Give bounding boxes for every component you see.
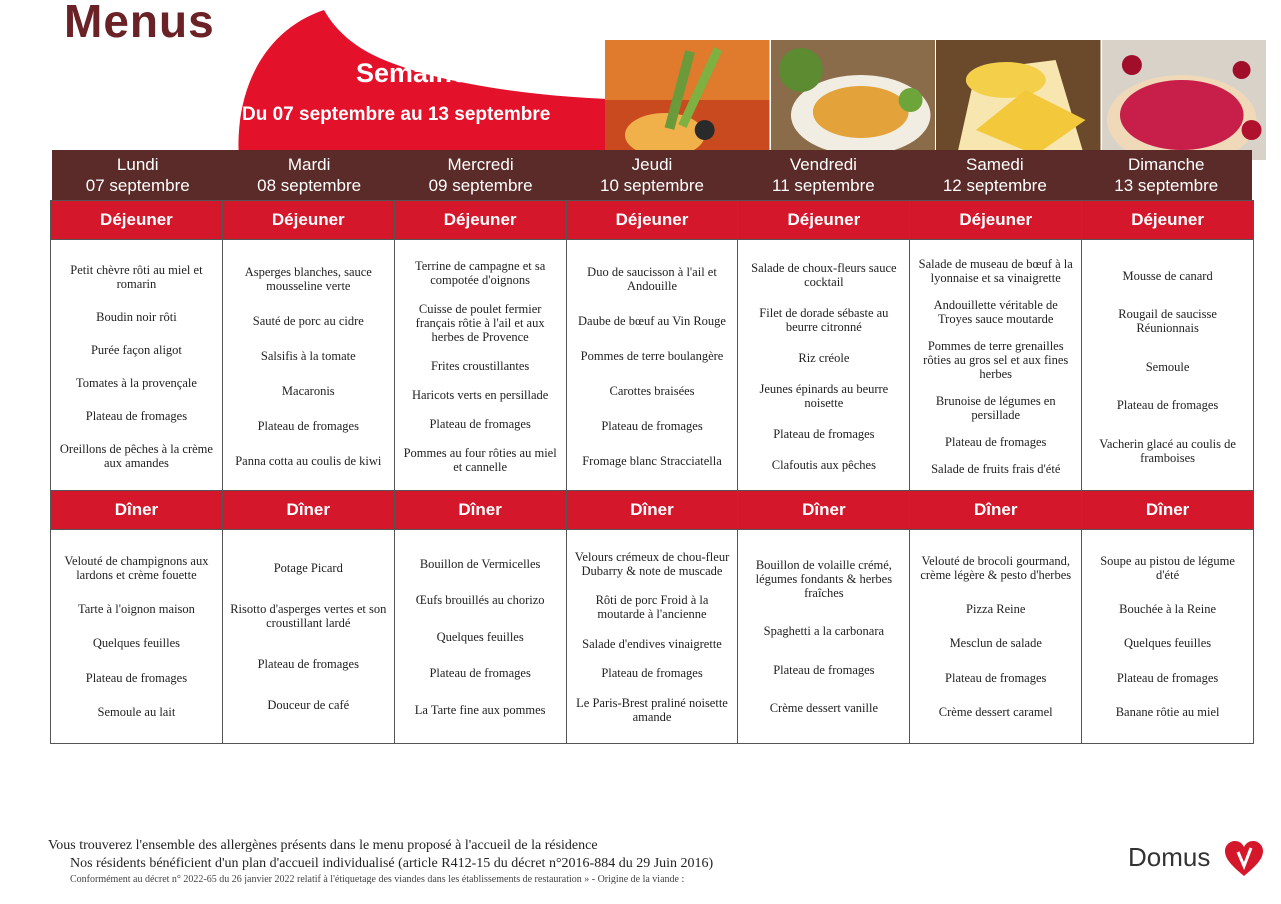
diner-column-0 xyxy=(51,491,223,743)
menu-dish: Quelques feuilles xyxy=(1124,636,1212,651)
heart-logo-icon xyxy=(1224,840,1264,878)
menu-dish: Soupe au pistou de légume d'été xyxy=(1100,554,1235,583)
menu-dish: Bouillon de Vermicelles xyxy=(419,556,541,571)
asparagus-appetizer-photo xyxy=(605,40,771,160)
menu-dish: Semoule xyxy=(1145,359,1190,374)
menu-dish: Douceur de café xyxy=(267,698,350,712)
diner-dish-list xyxy=(51,530,222,743)
day-header-samedi: Samedi 12 septembre xyxy=(942,155,1047,195)
dinner-menu-grid xyxy=(50,490,1254,744)
dejeuner-heading: Déjeuner xyxy=(738,201,909,240)
menu-dish: Tomates à la provençale xyxy=(75,376,197,390)
menu-dish: Terrine de campagne et sa compotée d'oignons xyxy=(414,259,546,287)
dejeuner-column-2 xyxy=(395,201,567,493)
menu-dish: Risotto d'asperges vertes et son croustillant lardé xyxy=(230,602,387,630)
menu-dish: Plateau de fromages xyxy=(601,419,703,433)
allergen-notice: Vous trouverez l'ensemble des allergènes présents dans le menu proposé à l'accueil de la résidence xyxy=(48,838,598,853)
diner-column-5 xyxy=(910,491,1082,743)
menu-dish: Carottes braisées xyxy=(609,384,695,398)
menu-dish: Le Paris-Brest praliné noisette amande xyxy=(576,695,728,724)
menu-dish: Spaghetti a la carbonara xyxy=(763,624,885,639)
menu-dish: Plateau de fromages xyxy=(85,409,188,423)
care-plan-notice: Nos résidents bénéficient d'un plan d'accueil individualisé (article R412-15 du décret n°2016-884 du 29 Juin 2016) xyxy=(70,856,714,871)
diner-dish-list xyxy=(910,530,1081,743)
menu-dish: Pommes de terre grenailles rôties au gros sel et aux fines herbes xyxy=(923,339,1069,381)
menu-dish: Semoule au lait xyxy=(97,704,176,719)
menu-dish: Purée façon aligot xyxy=(90,343,182,357)
menu-dish: Salade de fruits frais d'été xyxy=(931,462,1061,476)
menu-dish: Plateau de fromages xyxy=(85,670,188,685)
diner-heading: Dîner xyxy=(567,491,738,530)
dejeuner-dish-list xyxy=(51,240,222,493)
menu-dish: Daube de bœuf au Vin Rouge xyxy=(578,314,726,328)
menu-dish: Rougail de saucisse Réunionnais xyxy=(1118,307,1217,335)
menu-dish: Potage Picard xyxy=(273,561,343,575)
diner-column-4 xyxy=(738,491,910,743)
menu-dish: Brunoise de légumes en persillade xyxy=(935,394,1056,422)
menu-dish: Velours crémeux de chou-fleur Dubarry & note de muscade xyxy=(574,549,730,578)
menu-dish: Velouté de brocoli gourmand, crème légère & pesto d'herbes xyxy=(920,554,1072,583)
menu-dish: Pommes de terre boulangère xyxy=(580,349,724,363)
menu-dish: Boudin noir rôti xyxy=(96,310,177,324)
cherry-tart-photo xyxy=(1102,40,1268,160)
meat-origin-notice: Conformément au décret n° 2022-65 du 26 janvier 2022 relatif à l'étiquetage des viandes dans les établissements de restauration » - Origine de la viande : xyxy=(70,874,685,884)
diner-dish-list xyxy=(738,530,909,743)
menu-dish: Salade de choux-fleurs sauce cocktail xyxy=(751,261,897,289)
menu-dish: Quelques feuilles xyxy=(436,629,524,644)
menu-dish: Andouillette véritable de Troyes sauce moutarde xyxy=(933,298,1058,326)
menu-dish: Plateau de fromages xyxy=(945,670,1047,685)
menu-dish: Salsifis à la tomate xyxy=(260,349,356,363)
menu-dish: Plateau de fromages xyxy=(1116,398,1219,412)
diner-column-6 xyxy=(1082,491,1253,743)
dejeuner-column-0 xyxy=(51,201,223,493)
day-header-mardi: Mardi 08 septembre xyxy=(257,155,362,195)
menu-dish: Sauté de porc au cidre xyxy=(252,314,364,328)
menu-dish: Salade de museau de bœuf à la lyonnaise et sa vinaigrette xyxy=(918,257,1073,285)
menu-dish: Œufs brouillés au chorizo xyxy=(415,593,545,607)
menu-dish: Salade d'endives vinaigrette xyxy=(582,636,722,651)
menu-dish: Haricots verts en persillade xyxy=(411,388,549,402)
menu-dish: Jeunes épinards au beurre noisette xyxy=(759,382,889,410)
dejeuner-column-5 xyxy=(910,201,1082,493)
diner-column-1 xyxy=(223,491,395,743)
menu-dish: Filet de dorade sébaste au beurre citronné xyxy=(759,306,889,334)
menu-dish: Crème dessert vanille xyxy=(769,700,879,715)
menu-dish: Plateau de fromages xyxy=(945,435,1047,449)
diner-heading: Dîner xyxy=(910,491,1081,530)
food-photo-strip xyxy=(605,40,1267,160)
menu-dish: Duo de saucisson à l'ail et Andouille xyxy=(587,265,717,293)
page-title: Menus xyxy=(64,0,215,47)
diner-heading: Dîner xyxy=(1082,491,1253,530)
menu-dish: Quelques feuilles xyxy=(92,636,180,651)
dejeuner-column-1 xyxy=(223,201,395,493)
menu-dish: Oreillons de pêches à la crème aux amandes xyxy=(59,442,213,470)
diner-dish-list xyxy=(223,530,394,743)
diner-column-3 xyxy=(567,491,739,743)
menu-dish: Macaronis xyxy=(281,384,335,398)
day-header-row xyxy=(52,150,1252,200)
menu-dish: Plateau de fromages xyxy=(257,657,359,671)
dejeuner-column-3 xyxy=(567,201,739,493)
diner-heading: Dîner xyxy=(51,491,222,530)
dejeuner-dish-list xyxy=(1082,240,1253,493)
menu-dish: Crème dessert caramel xyxy=(938,704,1053,719)
menu-dish: Plateau de fromages xyxy=(773,662,875,677)
day-header-jeudi: Jeudi 10 septembre xyxy=(600,155,704,195)
menu-dish: Asperges blanches, sauce mousseline verte xyxy=(244,265,372,293)
lunch-menu-grid xyxy=(50,200,1254,494)
menu-dish: Rôti de porc Froid à la moutarde à l'ancienne xyxy=(595,593,709,621)
diner-heading: Dîner xyxy=(395,491,566,530)
menu-dish: Fromage blanc Stracciatella xyxy=(582,454,722,468)
menu-dish: Bouchée à la Reine xyxy=(1119,602,1216,617)
dejeuner-heading: Déjeuner xyxy=(1082,201,1253,240)
diner-dish-list xyxy=(395,530,566,743)
cheese-slices-photo xyxy=(936,40,1102,160)
dejeuner-column-4 xyxy=(738,201,910,493)
menu-dish: Vacherin glacé au coulis de framboises xyxy=(1099,436,1236,465)
menu-dish: Mesclun de salade xyxy=(949,636,1042,651)
day-header-mercredi: Mercredi 09 septembre xyxy=(428,155,533,195)
menu-dish: Plateau de fromages xyxy=(429,666,531,680)
dejeuner-dish-list xyxy=(395,240,566,493)
dejeuner-column-6 xyxy=(1082,201,1253,493)
day-header-vendredi: Vendredi 11 septembre xyxy=(772,155,875,195)
menu-dish: Plateau de fromages xyxy=(601,666,703,680)
menu-dish: Pommes au four rôties au miel et cannelle xyxy=(403,446,557,474)
menu-dish: Plateau de fromages xyxy=(1116,670,1219,685)
week-label: Semaine xyxy=(356,58,468,88)
menu-dish: Clafoutis aux pêches xyxy=(771,458,876,472)
diner-dish-list xyxy=(1082,530,1253,743)
dejeuner-heading: Déjeuner xyxy=(395,201,566,240)
day-header-dimanche: Dimanche 13 septembre xyxy=(1114,155,1219,195)
diner-column-2 xyxy=(395,491,567,743)
menu-dish: Frites croustillantes xyxy=(431,359,530,373)
menu-dish: Plateau de fromages xyxy=(773,427,875,441)
menu-dish: Banane rôtie au miel xyxy=(1115,704,1220,719)
menu-dish: Mousse de canard xyxy=(1122,268,1213,283)
diner-heading: Dîner xyxy=(738,491,909,530)
menu-dish: Tarte à l'oignon maison xyxy=(77,602,195,617)
menu-dish: Riz créole xyxy=(798,351,850,365)
pasta-dish-photo xyxy=(771,40,937,160)
menu-dish: Panna cotta au coulis de kiwi xyxy=(235,454,382,468)
dejeuner-heading: Déjeuner xyxy=(51,201,222,240)
menu-dish: La Tarte fine aux pommes xyxy=(414,702,546,717)
dejeuner-dish-list xyxy=(910,240,1081,493)
dejeuner-heading: Déjeuner xyxy=(567,201,738,240)
dejeuner-dish-list xyxy=(738,240,909,493)
dejeuner-heading: Déjeuner xyxy=(223,201,394,240)
menu-dish: Petit chèvre rôti au miel et romarin xyxy=(70,263,203,291)
dejeuner-heading: Déjeuner xyxy=(910,201,1081,240)
menu-dish: Plateau de fromages xyxy=(429,417,531,431)
dejeuner-dish-list xyxy=(567,240,738,493)
menu-dish: Velouté de champignons aux lardons et crème fouette xyxy=(64,554,209,583)
menu-dish: Plateau de fromages xyxy=(257,419,359,433)
diner-dish-list xyxy=(567,530,738,743)
dejeuner-dish-list xyxy=(223,240,394,493)
diner-heading: Dîner xyxy=(223,491,394,530)
day-header-lundi: Lundi 07 septembre xyxy=(85,155,190,195)
menu-dish: Bouillon de volaille crémé, légumes fondants & herbes fraîches xyxy=(755,558,893,601)
menu-dish: Pizza Reine xyxy=(966,602,1026,617)
menu-dish: Cuisse de poulet fermier français rôtie à l'ail et aux herbes de Provence xyxy=(415,302,545,344)
date-range: Du 07 septembre au 13 septembre xyxy=(242,104,551,125)
domusvi-logo: Domus xyxy=(1128,842,1211,872)
